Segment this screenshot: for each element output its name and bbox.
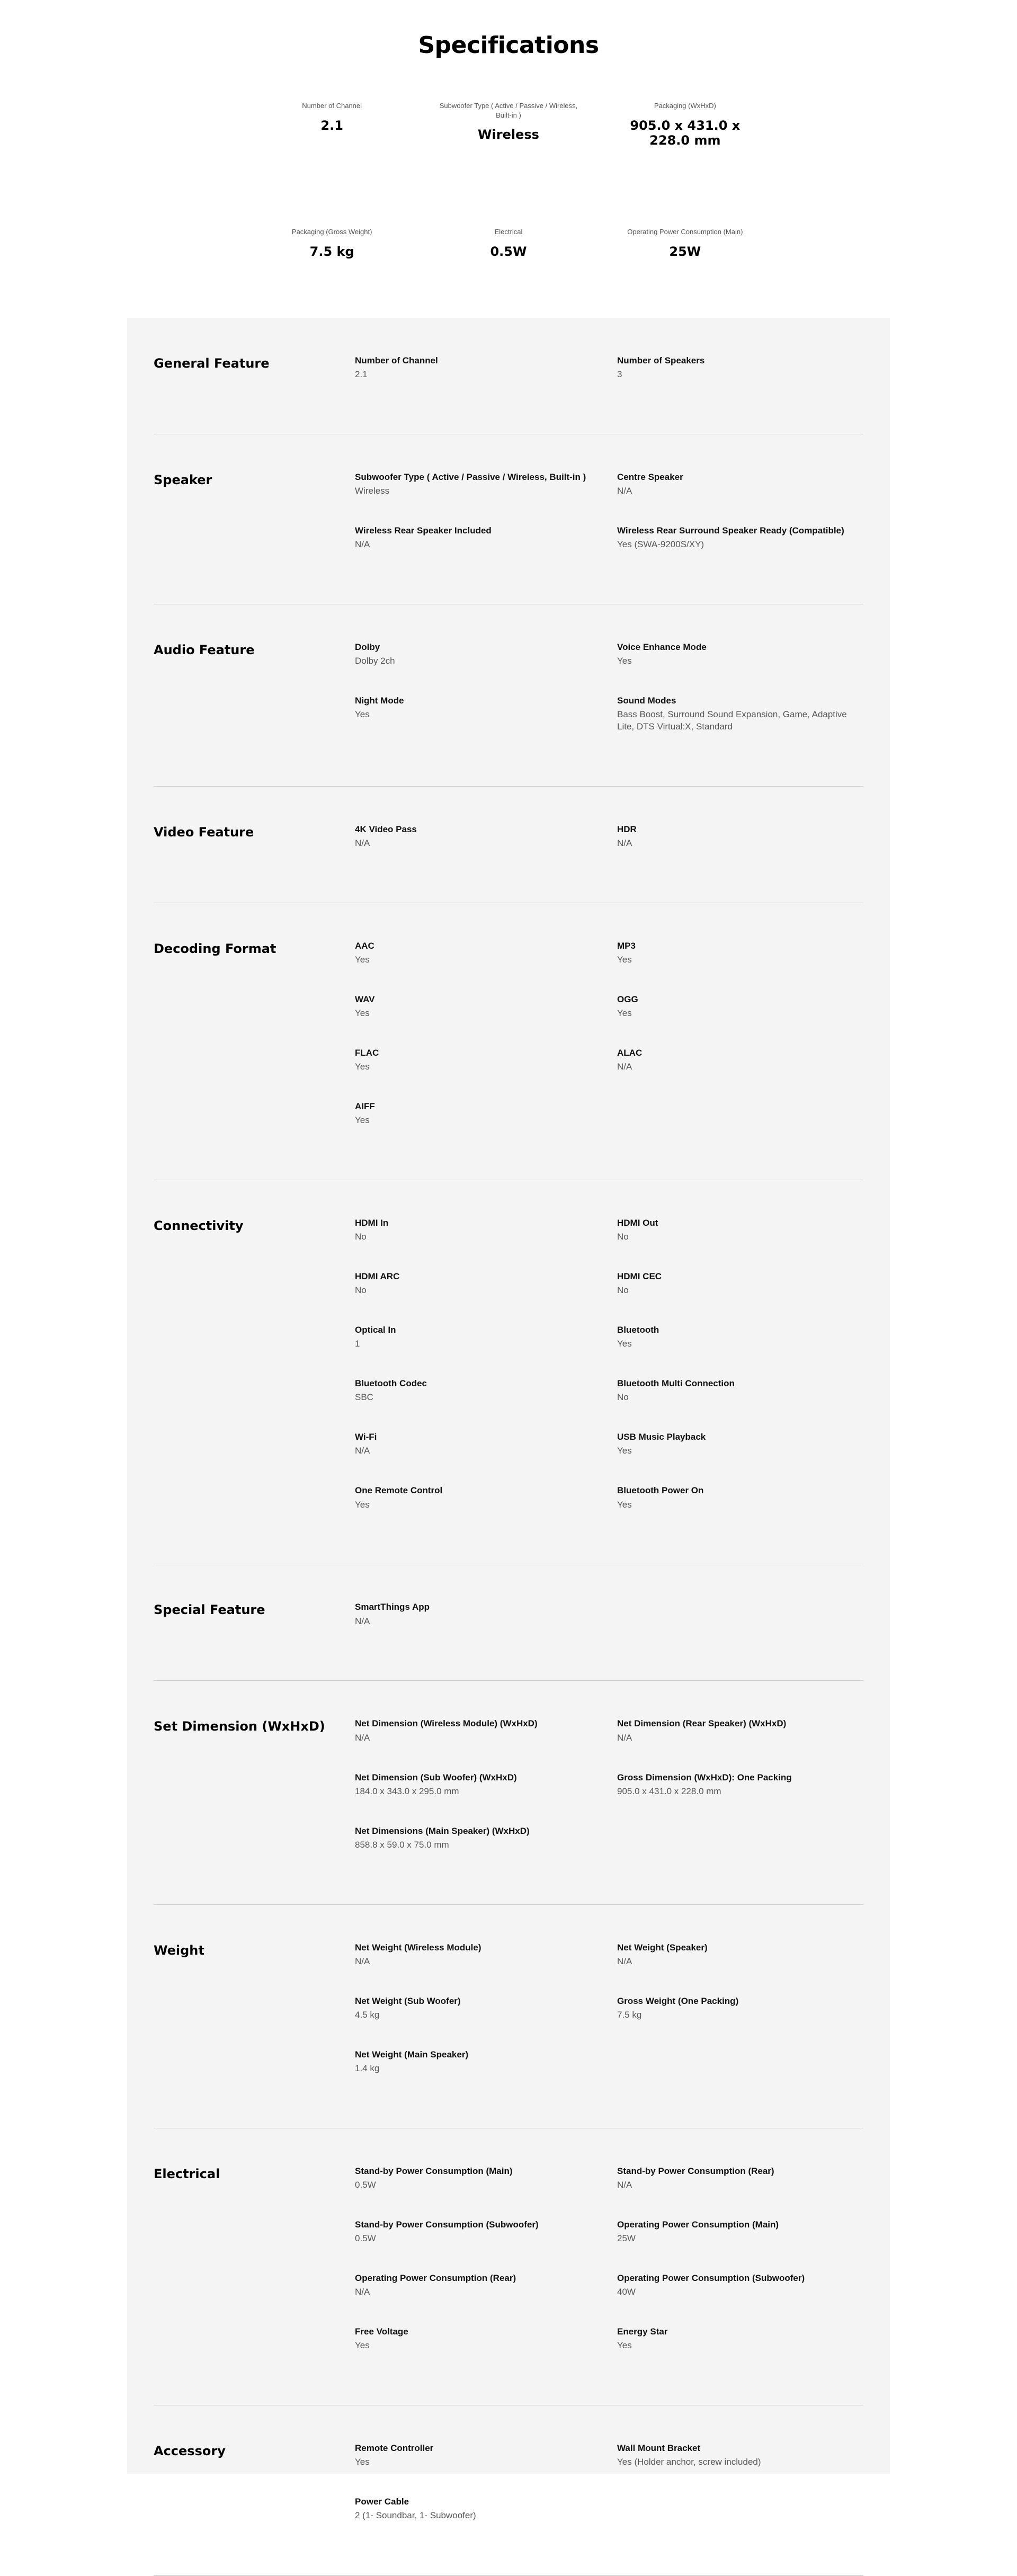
spec-value: 2.1 — [355, 369, 368, 380]
spec-grid — [355, 471, 863, 578]
spec-name: Wireless Rear Speaker Included — [355, 525, 492, 536]
spec-item — [355, 1825, 601, 1879]
spec-item — [617, 471, 863, 525]
spec-item — [355, 824, 601, 877]
spec-name: HDR — [617, 824, 637, 835]
highlight-item — [420, 101, 596, 148]
spec-name: Net Dimension (Wireless Module) (WxHxD) — [355, 1718, 538, 1729]
spec-value: Wireless — [355, 486, 390, 496]
section-title: Set Dimension (WxHxD) — [154, 1719, 325, 1734]
spec-name: FLAC — [355, 1048, 379, 1058]
spec-name: Net Weight (Main Speaker) — [355, 2049, 469, 2060]
spec-item — [617, 824, 863, 877]
spec-value: Yes (SWA-9200S/XY) — [617, 539, 704, 550]
spec-item — [617, 1378, 863, 1431]
spec-name: Bluetooth Codec — [355, 1378, 427, 1389]
spec-item — [355, 1047, 601, 1101]
spec-name: HDMI CEC — [617, 1271, 662, 1282]
spec-item — [617, 2326, 863, 2379]
spec-section — [154, 787, 863, 903]
spec-item — [355, 1995, 601, 2049]
spec-item — [617, 525, 863, 578]
spec-grid — [355, 355, 863, 408]
spec-item — [617, 1271, 863, 1324]
spec-section — [154, 2128, 863, 2405]
spec-value: 1.4 kg — [355, 2063, 380, 2073]
spec-name: Wi-Fi — [355, 1432, 377, 1442]
section-title: Decoding Format — [154, 941, 276, 957]
spec-item — [355, 2496, 601, 2550]
spec-name: Operating Power Consumption (Subwoofer) — [617, 2272, 805, 2283]
spec-item — [617, 1324, 863, 1378]
spec-value: N/A — [355, 2286, 370, 2297]
spec-value: No — [617, 1285, 629, 1296]
spec-item — [355, 1271, 601, 1324]
spec-value: Yes — [355, 955, 370, 965]
section-title: Accessory — [154, 2443, 226, 2458]
spec-name: HDMI ARC — [355, 1271, 400, 1282]
spec-panel — [127, 318, 890, 2520]
spec-name: Power Cable — [355, 2496, 409, 2507]
spec-name: HDMI Out — [617, 1218, 658, 1228]
spec-item — [355, 1431, 601, 1485]
section-title: Weight — [154, 1942, 204, 1958]
spec-item — [355, 641, 601, 695]
highlight-item — [244, 227, 420, 259]
spec-grid — [355, 641, 863, 761]
highlight-value: 0.5W — [490, 244, 527, 259]
spec-name: Net Dimension (Sub Woofer) (WxHxD) — [355, 1772, 517, 1782]
spec-value: N/A — [355, 1956, 370, 1966]
spec-value: N/A — [617, 2179, 632, 2190]
spec-item — [355, 1942, 601, 1995]
spec-item — [355, 525, 601, 578]
spec-item — [617, 1995, 863, 2049]
spec-item — [355, 1485, 601, 1538]
highlight-label: Packaging (WxHxD) — [654, 102, 716, 110]
highlight-item — [597, 101, 773, 148]
spec-name: Bluetooth — [617, 1325, 659, 1335]
spec-value: Bass Boost, Surround Sound Expansion, Game, Adaptive Lite, DTS Virtual:X, Standard — [617, 709, 847, 732]
spec-value: N/A — [355, 1446, 370, 1456]
spec-name: Centre Speaker — [617, 472, 683, 483]
spec-item — [617, 641, 863, 695]
highlight-value: 2.1 — [320, 118, 343, 133]
spec-value: Yes (Holder anchor, screw included) — [617, 2456, 761, 2467]
spec-grid — [355, 1718, 863, 1878]
spec-item — [355, 2219, 601, 2272]
spec-item — [617, 1772, 863, 1825]
spec-value: Yes — [355, 2340, 370, 2350]
spec-item — [617, 355, 863, 408]
page-title: Specifications — [418, 32, 599, 59]
spec-value: N/A — [617, 838, 632, 849]
spec-item — [617, 695, 863, 761]
spec-value: Yes — [617, 1446, 632, 1456]
spec-name: Bluetooth Power On — [617, 1485, 704, 1496]
highlight-value: Wireless — [478, 127, 539, 142]
spec-name: Gross Dimension (WxHxD): One Packing — [617, 1772, 792, 1782]
spec-item — [355, 2165, 601, 2219]
spec-value: 7.5 kg — [617, 2009, 642, 2020]
spec-name: Number of Channel — [355, 355, 438, 366]
spec-name: Sound Modes — [617, 696, 676, 706]
highlight-item — [420, 227, 596, 259]
spec-name: Wireless Rear Surround Speaker Ready (Compatible) — [617, 525, 844, 536]
spec-grid — [355, 1217, 863, 1538]
spec-section — [154, 1905, 863, 2128]
spec-value: Yes — [617, 656, 632, 666]
spec-item — [355, 1324, 601, 1378]
spec-item — [355, 471, 601, 525]
spec-name: Remote Controller — [355, 2443, 434, 2453]
spec-value: N/A — [355, 539, 370, 550]
spec-name: Operating Power Consumption (Main) — [617, 2219, 779, 2230]
spec-name: Gross Weight (One Packing) — [617, 1995, 739, 2006]
spec-value: N/A — [617, 1732, 632, 1743]
spec-value: Yes — [355, 2456, 370, 2467]
spec-name: WAV — [355, 994, 375, 1005]
spec-name: USB Music Playback — [617, 1432, 706, 1442]
spec-item — [617, 1485, 863, 1538]
spec-value: Dolby 2ch — [355, 656, 395, 666]
spec-name: Energy Star — [617, 2326, 668, 2337]
spec-value: Yes — [617, 955, 632, 965]
section-title: Connectivity — [154, 1218, 244, 1234]
spec-item — [617, 2443, 863, 2496]
spec-name: Number of Speakers — [617, 355, 705, 366]
highlight-label: Operating Power Consumption (Main) — [627, 228, 743, 236]
spec-value: N/A — [355, 1732, 370, 1743]
spec-grid — [355, 2165, 863, 2379]
spec-name: Stand-by Power Consumption (Rear) — [617, 2165, 774, 2176]
spec-name: Net Weight (Wireless Module) — [355, 1942, 481, 1953]
spec-section — [154, 434, 863, 604]
spec-item — [617, 1942, 863, 1995]
spec-value: 858.8 x 59.0 x 75.0 mm — [355, 1839, 449, 1850]
spec-name: One Remote Control — [355, 1485, 443, 1496]
spec-name: Dolby — [355, 642, 380, 653]
spec-item — [617, 1217, 863, 1271]
highlight-item — [244, 101, 420, 148]
spec-item — [355, 1601, 601, 1655]
spec-item — [355, 1378, 601, 1431]
spec-item — [617, 940, 863, 994]
spec-item — [617, 2272, 863, 2326]
spec-item — [355, 2443, 601, 2496]
spec-item — [355, 1718, 601, 1771]
spec-name: Net Weight (Speaker) — [617, 1942, 708, 1953]
highlight-label: Electrical — [494, 228, 523, 236]
spec-name: AAC — [355, 941, 374, 951]
spec-value: Yes — [355, 1115, 370, 1126]
spec-name: Subwoofer Type ( Active / Passive / Wireless, Built-in ) — [355, 472, 586, 483]
spec-item — [617, 994, 863, 1047]
spec-value: 0.5W — [355, 2233, 376, 2243]
spec-item — [617, 1718, 863, 1771]
spec-value: Yes — [617, 1499, 632, 1510]
spec-sections — [127, 318, 890, 2576]
spec-section — [154, 604, 863, 787]
spec-grid — [355, 1601, 863, 1655]
spec-item — [355, 1101, 601, 1154]
spec-value: 25W — [617, 2233, 636, 2243]
highlight-label: Packaging (Gross Weight) — [291, 228, 372, 236]
spec-value: N/A — [355, 838, 370, 849]
spec-grid — [355, 1942, 863, 2102]
spec-section — [154, 1564, 863, 1681]
spec-item — [617, 2165, 863, 2219]
spec-value: 0.5W — [355, 2179, 376, 2190]
spec-item — [355, 994, 601, 1047]
spec-name: SmartThings App — [355, 1602, 430, 1612]
spec-value: 40W — [617, 2286, 636, 2297]
spec-grid — [355, 940, 863, 1154]
section-title: General Feature — [154, 356, 270, 371]
spec-item — [355, 695, 601, 761]
spec-value: Yes — [617, 2340, 632, 2350]
spec-name: Night Mode — [355, 696, 404, 706]
spec-value: No — [617, 1392, 629, 1403]
spec-value: No — [617, 1232, 629, 1242]
spec-name: Stand-by Power Consumption (Main) — [355, 2165, 513, 2176]
spec-item — [617, 2219, 863, 2272]
spec-value: Yes — [355, 709, 370, 720]
spec-name: MP3 — [617, 941, 636, 951]
spec-value: SBC — [355, 1392, 373, 1403]
spec-name: ALAC — [617, 1048, 643, 1058]
section-title: Speaker — [154, 473, 212, 488]
highlight-item — [597, 227, 773, 259]
spec-name: Operating Power Consumption (Rear) — [355, 2272, 516, 2283]
spec-value: 3 — [617, 369, 622, 380]
spec-value: 905.0 x 431.0 x 228.0 mm — [617, 1786, 721, 1796]
spec-section — [154, 903, 863, 1180]
spec-item — [617, 1431, 863, 1485]
spec-value: Yes — [617, 1339, 632, 1349]
highlight-specs — [244, 101, 773, 259]
spec-item — [355, 1772, 601, 1825]
spec-name: Wall Mount Bracket — [617, 2443, 701, 2453]
section-title: Electrical — [154, 2166, 220, 2181]
spec-value: 4.5 kg — [355, 2009, 380, 2020]
spec-item — [355, 1217, 601, 1271]
highlight-value: 25W — [669, 244, 701, 259]
spec-item — [355, 2326, 601, 2379]
spec-name: Bluetooth Multi Connection — [617, 1378, 735, 1389]
highlight-label: Subwoofer Type ( Active / Passive / Wireless, Built-in ) — [439, 102, 578, 119]
spec-name: Voice Enhance Mode — [617, 642, 707, 653]
spec-grid — [355, 2443, 863, 2550]
spec-item — [355, 2049, 601, 2102]
highlight-label: Number of Channel — [302, 102, 362, 110]
spec-value: Yes — [355, 1062, 370, 1072]
spec-name: Net Dimensions (Main Speaker) (WxHxD) — [355, 1825, 530, 1836]
spec-section — [154, 1681, 863, 1904]
heading-area — [0, 0, 1017, 59]
spec-name: HDMI In — [355, 1218, 389, 1228]
highlight-value: 7.5 kg — [309, 244, 354, 259]
section-title: Video Feature — [154, 825, 254, 840]
spec-value: Yes — [355, 1499, 370, 1510]
spec-item — [617, 1047, 863, 1101]
spec-name: Optical In — [355, 1325, 396, 1335]
spec-item — [355, 2272, 601, 2326]
spec-value: 184.0 x 343.0 x 295.0 mm — [355, 1786, 459, 1796]
spec-name: Net Weight (Sub Woofer) — [355, 1995, 461, 2006]
spec-name: Net Dimension (Rear Speaker) (WxHxD) — [617, 1718, 787, 1729]
section-title: Special Feature — [154, 1602, 265, 1618]
spec-name: AIFF — [355, 1101, 375, 1112]
spec-value: N/A — [617, 1956, 632, 1966]
spec-value: Yes — [355, 1008, 370, 1019]
spec-section — [154, 1180, 863, 1564]
spec-name: Stand-by Power Consumption (Subwoofer) — [355, 2219, 539, 2230]
spec-value: N/A — [617, 1062, 632, 1072]
spec-section — [154, 318, 863, 434]
highlight-value: 905.0 x 431.0 x 228.0 mm — [630, 118, 741, 148]
spec-grid — [355, 824, 863, 877]
spec-item — [355, 355, 601, 408]
spec-value: No — [355, 1232, 367, 1242]
spec-value: 1 — [355, 1339, 360, 1349]
spec-value: No — [355, 1285, 367, 1296]
spec-value: 2 (1- Soundbar, 1- Subwoofer) — [355, 2510, 476, 2520]
spec-value: N/A — [355, 1616, 370, 1626]
section-title: Audio Feature — [154, 643, 255, 658]
spec-name: Free Voltage — [355, 2326, 408, 2337]
spec-value: N/A — [617, 486, 632, 496]
spec-name: OGG — [617, 994, 638, 1005]
spec-name: 4K Video Pass — [355, 824, 417, 835]
spec-value: Yes — [617, 1008, 632, 1019]
spec-item — [355, 940, 601, 994]
spec-section — [154, 2405, 863, 2575]
